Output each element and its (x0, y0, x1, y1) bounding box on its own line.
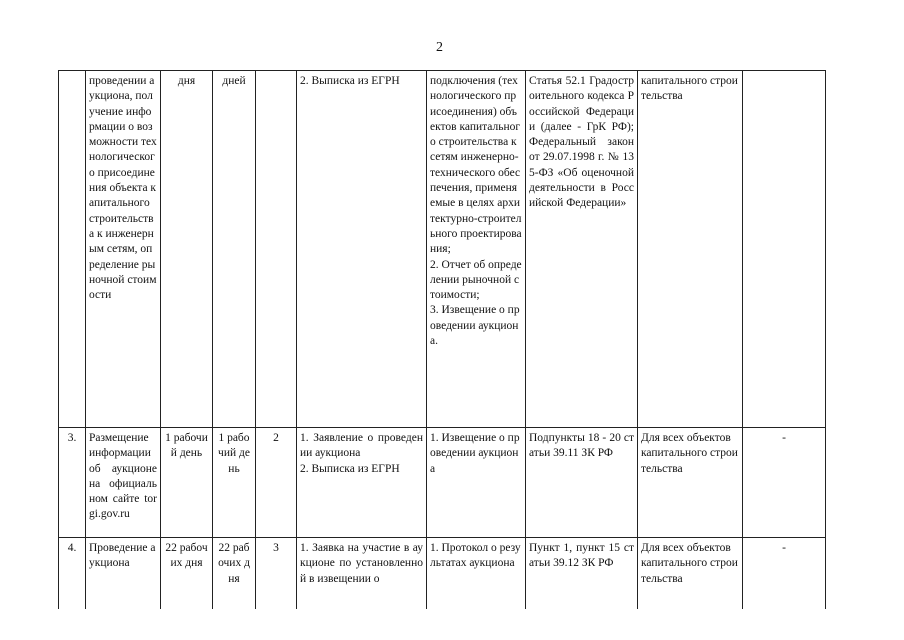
output-documents: подключения (технологического присоединения) объектов капитального строительства к сетям инженерно-технического обеспечения, применяемые в целях архитектурно-строительного проектирования; 2. Отчет об определении рыночной стоимости; 3. Извещение о проведении аукциона. (427, 71, 526, 428)
input-documents: 2. Выписка из ЕГРН (297, 71, 427, 428)
input-documents: 1. Заявка на участие в аукционе по установленной в извещении о (297, 538, 427, 610)
legal-basis: Пункт 1, пункт 15 статьи 39.12 ЗК РФ (526, 538, 638, 610)
legal-basis: Статья 52.1 Градостроительного кодекса Российской Федерации (далее - ГрК РФ); Федеральный закон от 29.07.1998 г. № 135-ФЗ «Об оценочной деятельности в Российской Федерации» (526, 71, 638, 428)
term-typical: 22 рабочих дня (213, 538, 256, 610)
output-documents: 1. Протокол о результатах аукциона (427, 538, 526, 610)
term-max: дня (161, 71, 213, 428)
applicability: капитального строительства (638, 71, 743, 428)
documents-count (256, 71, 297, 428)
documents-count: 2 (256, 428, 297, 538)
row-number: 3. (59, 428, 86, 538)
legal-basis: Подпункты 18 - 20 статьи 39.11 ЗК РФ (526, 428, 638, 538)
page-number: 2 (436, 40, 443, 55)
procedure-table (58, 70, 826, 609)
note (743, 71, 826, 428)
input-documents: 1. Заявление о проведении аукциона 2. Выписка из ЕГРН (297, 428, 427, 538)
output-documents: 1. Извещение о проведении аукциона (427, 428, 526, 538)
table-row (59, 538, 826, 610)
term-max: 22 рабочих дня (161, 538, 213, 610)
documents-count: 3 (256, 538, 297, 610)
note: - (743, 428, 826, 538)
applicability: Для всех объектов капитального строительства (638, 538, 743, 610)
procedure-name: проведении аукциона, получение информации о возможности технологического присоединения объекта капитального строительства к инженерным сетям, определение рыночной стоимости (86, 71, 161, 428)
table-row (59, 428, 826, 538)
table-row (59, 71, 826, 428)
term-typical: дней (213, 71, 256, 428)
row-number: 4. (59, 538, 86, 610)
procedure-name: Размещение информации об аукционе на официальном сайте torgi.gov.ru (86, 428, 161, 538)
term-typical: 1 рабочий день (213, 428, 256, 538)
note: - (743, 538, 826, 610)
procedure-name: Проведение аукциона (86, 538, 161, 610)
row-number (59, 71, 86, 428)
applicability: Для всех объектов капитального строительства (638, 428, 743, 538)
term-max: 1 рабочий день (161, 428, 213, 538)
